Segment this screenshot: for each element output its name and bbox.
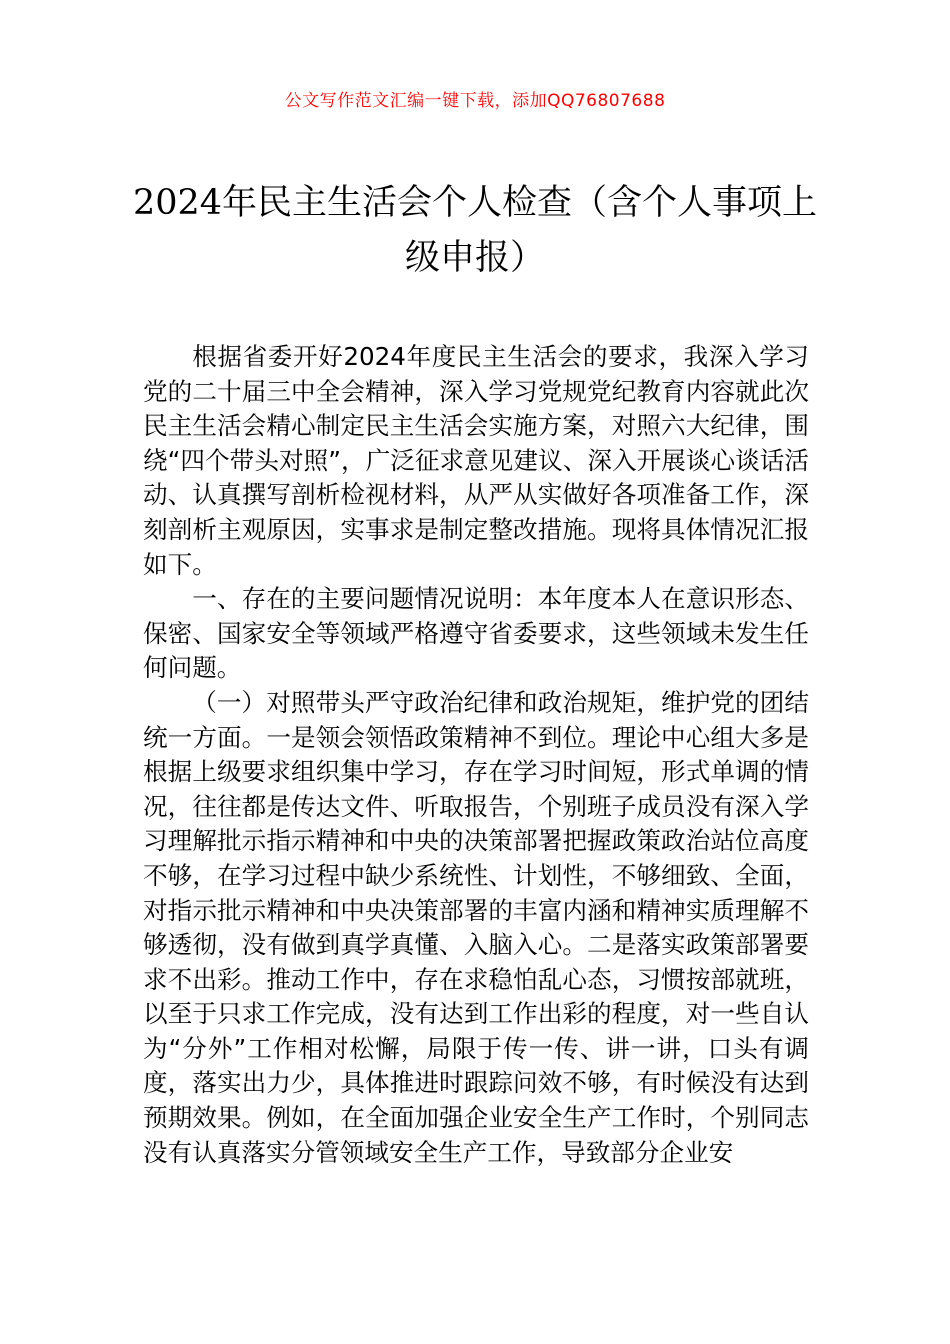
paragraph-intro: 根据省委开好2024年度民主生活会的要求，我深入学习党的二十届三中全会精神，深入学习党规党纪教育内容就此次民主生活会精心制定民主生活会实施方案，对照六大纪律，围绕“四个带头对照”，广泛征求意见建议、深入开展谈心谈话活动、认真撰写剖析检视材料，从严从实做好各项准备工作，深刻剖析主观原因，实事求是制定整改措施。现将具体情况汇报如下。 [143, 342, 809, 579]
paragraph-subsection-one: （一）对照带头严守政治纪律和政治规矩，维护党的团结统一方面。一是领会领悟政策精神不到位。理论中心组大多是根据上级要求组织集中学习，存在学习时间短，形式单调的情况，往往都是传达文件、听取报告，个别班子成员没有深入学习理解批示指示精神和中央的决策部署把握政策政治站位高度不够，在学习过程中缺少系统性、计划性，不够细致、全面，对指示批示精神和中央决策部署的丰富内涵和精神实质理解不够透彻，没有做到真学真懂、入脑入心。二是落实政策部署要求不出彩。推动工作中，存在求稳怕乱心态，习惯按部就班，以至于只求工作完成，没有达到工作出彩的程度，对一些自认为“分外”工作相对松懈，局限于传一传、讲一讲，口头有调度，落实出力少，具体推进时跟踪问效不够，有时候没有达到预期效果。例如，在全面加强企业安全生产工作时，个别同志没有认真落实分管领域安全生产工作，导致部分企业安 [143, 687, 809, 1167]
document-body [143, 340, 809, 1170]
page-title: 2024年民主生活会个人检查（含个人事项上级申报） [132, 183, 818, 278]
download-note: 公文写作范文汇编一键下载，添加QQ76807688 [284, 91, 666, 111]
paragraph-section-one: 一、存在的主要问题情况说明：本年度本人在意识形态、保密、国家安全等领域严格遵守省委要求，这些领域未发生任何问题。 [143, 584, 809, 683]
